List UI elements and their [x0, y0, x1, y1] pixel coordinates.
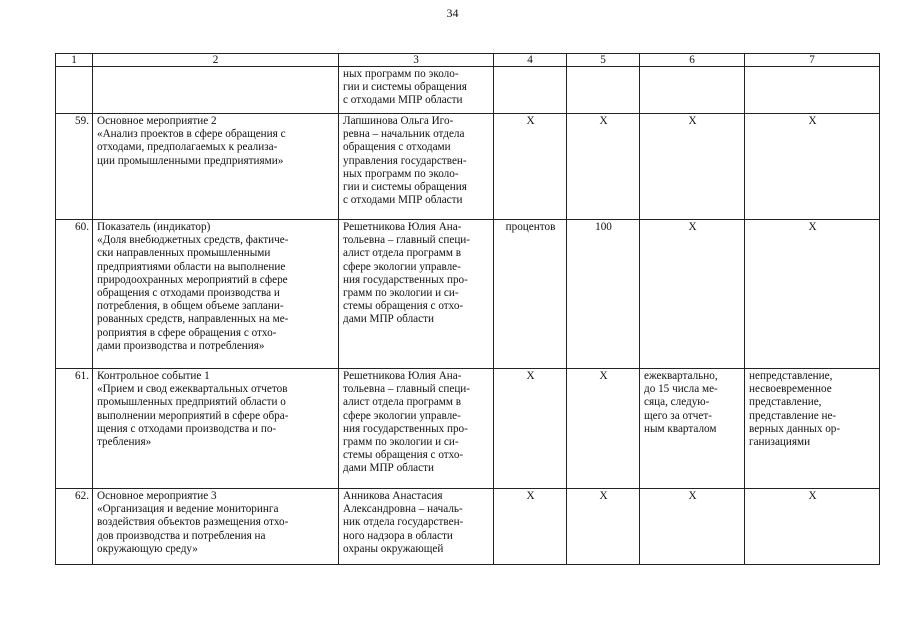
row-number-cell: 60.	[56, 220, 93, 369]
column-header: 3	[339, 54, 494, 67]
risk-cell: непредставление, несвоевременное представление, представление не- верных данных ор- ганизациями	[745, 369, 880, 489]
value-cell: Х	[567, 489, 640, 565]
event-cell: Контрольное событие 1 «Прием и свод ежеквартальных отчетов промышленных предприятий области о выполнении мероприятий в сфере обра- щения с отходами производства и по- требления»	[93, 369, 339, 489]
responsible-cell: Анникова Анастасия Александровна – началь- ник отдела государствен- ного надзора в области охраны окружающей	[339, 489, 494, 565]
table-header-row	[56, 54, 880, 67]
column-header: 2	[93, 54, 339, 67]
column-header: 6	[640, 54, 745, 67]
row-number-cell: 61.	[56, 369, 93, 489]
row-number-cell: 59.	[56, 114, 93, 220]
unit-cell	[494, 67, 567, 114]
deadline-cell: Х	[640, 220, 745, 369]
page-number: 34	[446, 6, 459, 20]
row-number-cell: 62.	[56, 489, 93, 565]
event-cell: Основное мероприятие 3 «Организация и ведение мониторинга воздействия объектов размещения отхо- дов производства и потребления на окружающую среду»	[93, 489, 339, 565]
column-header: 1	[56, 54, 93, 67]
risk-cell: Х	[745, 489, 880, 565]
column-header: 5	[567, 54, 640, 67]
unit-cell: Х	[494, 369, 567, 489]
table-row	[56, 114, 880, 220]
deadline-cell: Х	[640, 114, 745, 220]
value-cell: 100	[567, 220, 640, 369]
value-cell	[567, 67, 640, 114]
responsible-cell: Решетникова Юлия Ана- тольевна – главный специ- алист отдела программ в сфере экологии управле- ния государственных про- грамм по экологии и си- стемы обращения с отхо- дами МПР области	[339, 369, 494, 489]
table-row	[56, 489, 880, 565]
event-cell: Показатель (индикатор) «Доля внебюджетных средств, фактиче- ски направленных промышленными предприятиями области на выполнение природоохранных мероприятий в сфере обращения с отходами производства и потребления, в общем объеме заплани- рованных средств, направленных на ме- роприятия в сфере обращения с отхо- дами производства и потребления»	[93, 220, 339, 369]
column-header: 7	[745, 54, 880, 67]
event-cell: Основное мероприятие 2 «Анализ проектов в сфере обращения с отходами, предполагаемых к реализа- ции промышленными предприятиями»	[93, 114, 339, 220]
unit-cell: процентов	[494, 220, 567, 369]
table-row	[56, 369, 880, 489]
table-row	[56, 67, 880, 114]
responsible-cell: Лапшинова Ольга Иго- ревна – начальник отдела обращения с отходами управления государствен- ных программ по эколо- гии и системы обращения с отходами МПР области	[339, 114, 494, 220]
responsible-cell: Решетникова Юлия Ана- тольевна – главный специ- алист отдела программ в сфере экологии управле- ния государственных про- грамм по экологии и си- стемы обращения с отхо- дами МПР области	[339, 220, 494, 369]
value-cell: Х	[567, 114, 640, 220]
deadline-cell: ежеквартально, до 15 числа ме- сяца, следую- щего за отчет- ным кварталом	[640, 369, 745, 489]
risk-cell	[745, 67, 880, 114]
risk-cell: Х	[745, 114, 880, 220]
events-table	[55, 53, 880, 565]
deadline-cell	[640, 67, 745, 114]
event-cell	[93, 67, 339, 114]
column-header: 4	[494, 54, 567, 67]
deadline-cell: Х	[640, 489, 745, 565]
unit-cell: Х	[494, 489, 567, 565]
unit-cell: Х	[494, 114, 567, 220]
row-number-cell	[56, 67, 93, 114]
table-row	[56, 220, 880, 369]
value-cell: Х	[567, 369, 640, 489]
risk-cell: Х	[745, 220, 880, 369]
responsible-cell: ных программ по эколо- гии и системы обращения с отходами МПР области	[339, 67, 494, 114]
